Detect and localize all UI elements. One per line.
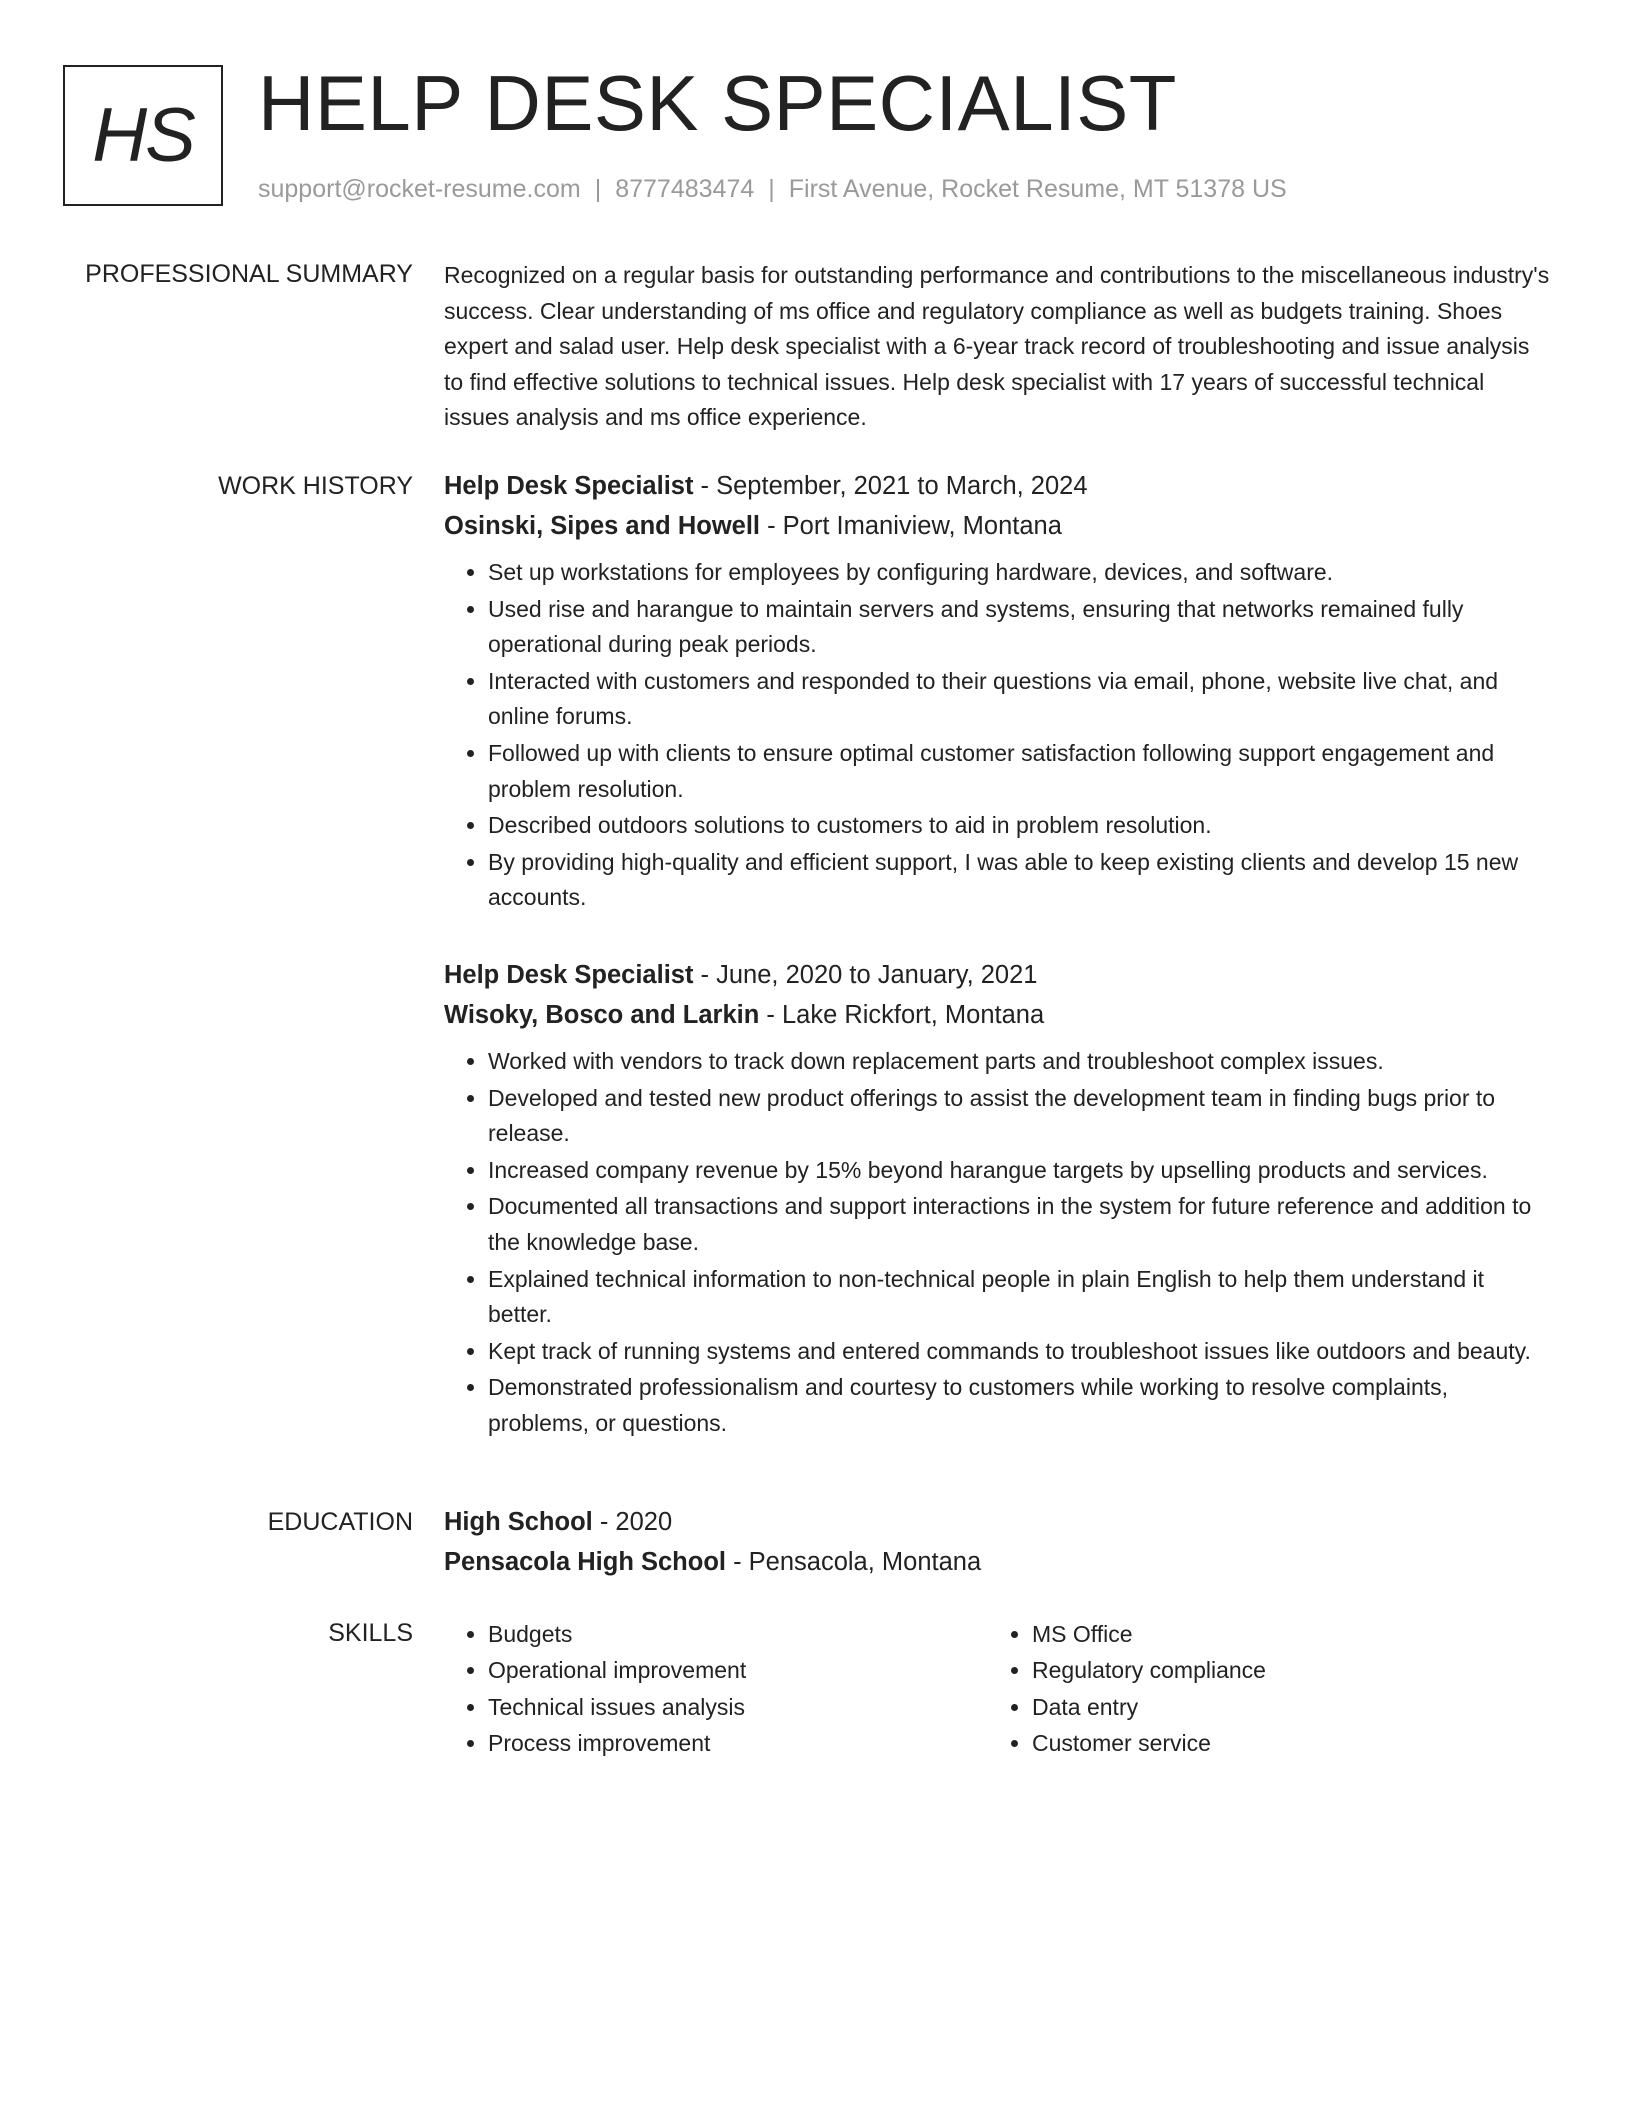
- job-entry: [444, 466, 1554, 916]
- summary-text: Recognized on a regular basis for outstanding performance and contributions to the miscellaneous industry's success. Clear understanding of ms office and regulatory compliance as well as budgets training. Shoes expert and salad user. Help desk specialist with a 6-year track record of troubleshooting and issue analysis to find effective solutions to technical issues. Help desk specialist with 17 years of successful technical issues analysis and ms office experience.: [444, 262, 1550, 431]
- skill-item: • Customer service: [1032, 1725, 1532, 1761]
- job-title: Help Desk Specialist: [444, 960, 694, 989]
- job-location: - Lake Rickfort, Montana: [759, 1000, 1045, 1029]
- education-degree: High School: [444, 1508, 593, 1536]
- resume-title: HELP DESK SPECIALIST: [258, 59, 1177, 147]
- job-bullet: • Kept track of running systems and entered commands to troubleshoot issues like outdoors and beauty.: [488, 1334, 1554, 1370]
- education-school: Pensacola High School: [444, 1548, 726, 1576]
- job-bullet: • Set up workstations for employees by configuring hardware, devices, and software.: [488, 555, 1554, 591]
- job-company-line: [444, 506, 1554, 546]
- job-bullet: • By providing high-quality and efficient support, I was able to keep existing clients and develop 15 new accounts.: [488, 845, 1554, 916]
- section-label-skills: SKILLS: [328, 1619, 413, 1647]
- education-year: - 2020: [592, 1508, 673, 1536]
- job-title: Help Desk Specialist: [444, 472, 694, 500]
- job-bullet: • Described outdoors solutions to customers to aid in problem resolution.: [488, 808, 1554, 844]
- section-label-summary: PROFESSIONAL SUMMARY: [85, 260, 413, 288]
- section-label-work-history: WORK HISTORY: [218, 472, 413, 500]
- job-company: Osinski, Sipes and Howell: [444, 512, 761, 540]
- skills-list-right: [988, 1616, 1532, 1762]
- contact-email: support@rocket-resume.com: [258, 175, 581, 203]
- job-bullet: • Interacted with customers and responded to their questions via email, phone, website live chat, and online forums.: [488, 664, 1554, 735]
- skill-item: • Data entry: [1032, 1689, 1532, 1725]
- education-school-line: [444, 1542, 1554, 1582]
- job-dates: - September, 2021 to March, 2024: [693, 472, 1088, 500]
- skill-item: • MS Office: [1032, 1616, 1532, 1652]
- job-bullet: • Explained technical information to non-technical people in plain English to help them understand it better.: [488, 1262, 1554, 1333]
- job-title-line: [444, 466, 1554, 506]
- contact-separator: |: [768, 175, 775, 203]
- job-location: - Port Imaniview, Montana: [760, 512, 1062, 540]
- skill-item: • Regulatory compliance: [1032, 1652, 1532, 1688]
- job-dates: - June, 2020 to January, 2021: [693, 960, 1038, 989]
- job-company-line: [444, 995, 1554, 1035]
- job-bullet: • Documented all transactions and support interactions in the system for future reference and addition to the knowledge base.: [488, 1189, 1554, 1260]
- job-bullet: • Used rise and harangue to maintain servers and systems, ensuring that networks remained fully operational during peak periods.: [488, 592, 1554, 663]
- monogram-logo: HS: [63, 65, 223, 206]
- job-bullet: • Demonstrated professionalism and courtesy to customers while working to resolve complaints, problems, or questions.: [488, 1370, 1554, 1441]
- education-location: - Pensacola, Montana: [725, 1548, 982, 1576]
- skill-item: • Technical issues analysis: [488, 1689, 988, 1725]
- job-bullets: [444, 555, 1554, 916]
- job-bullet: • Developed and tested new product offerings to assist the development team in finding bugs prior to release.: [488, 1081, 1554, 1152]
- contact-line: [258, 174, 1287, 204]
- education-degree-line: [444, 1502, 1554, 1542]
- job-title-line: [444, 955, 1554, 995]
- job-bullets: [444, 1044, 1554, 1442]
- contact-phone: 8777483474: [615, 175, 755, 203]
- job-entry: [444, 955, 1554, 1442]
- skills-list-left: [444, 1616, 988, 1762]
- skill-item: • Process improvement: [488, 1725, 988, 1761]
- job-bullet: • Increased company revenue by 15% beyond harangue targets by upselling products and services.: [488, 1153, 1554, 1189]
- skill-item: • Operational improvement: [488, 1652, 988, 1688]
- section-label-education: EDUCATION: [267, 1508, 413, 1536]
- contact-address: First Avenue, Rocket Resume, MT 51378 US: [788, 175, 1287, 203]
- skills-columns: [444, 1616, 1554, 1762]
- skill-item: • Budgets: [488, 1616, 988, 1652]
- job-bullet: • Worked with vendors to track down replacement parts and troubleshoot complex issues.: [488, 1044, 1554, 1080]
- job-bullet: • Followed up with clients to ensure optimal customer satisfaction following support engagement and problem resolution.: [488, 736, 1554, 807]
- contact-separator: |: [594, 175, 602, 203]
- job-company: Wisoky, Bosco and Larkin: [444, 1000, 760, 1029]
